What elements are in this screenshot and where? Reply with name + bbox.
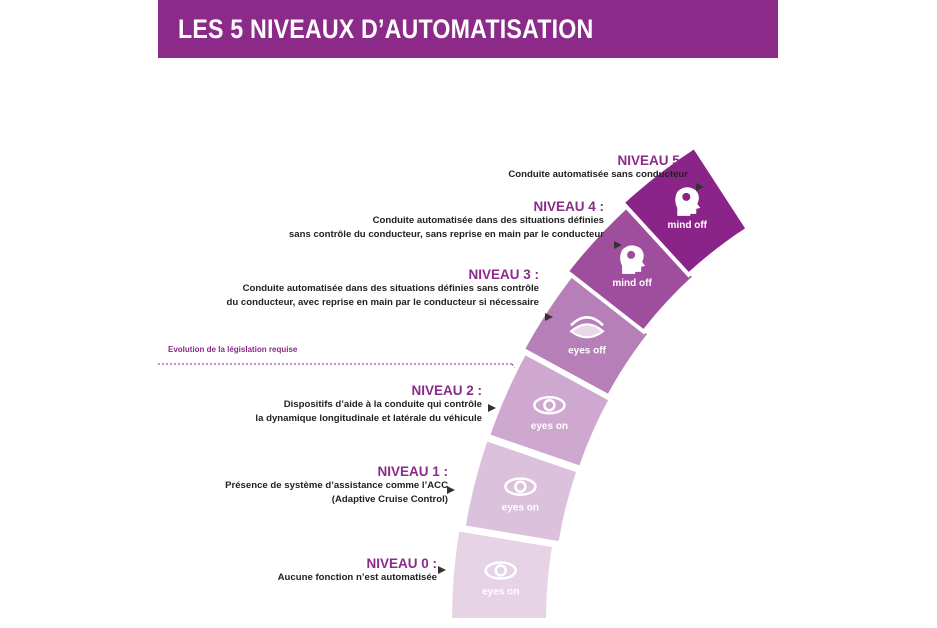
- level-description-line: la dynamique longitudinale et latérale du véhicule: [255, 413, 482, 424]
- level-title: NIVEAU 0 :: [366, 556, 437, 571]
- pointer-arrow-icon: [438, 566, 446, 574]
- level-description-line: Présence de système d’assistance comme l’ACC: [225, 480, 448, 491]
- segment-badge: eyes on: [501, 502, 540, 514]
- level-title: NIVEAU 5 :: [617, 153, 688, 168]
- level-description-line: Conduite automatisée dans des situations définies sans contrôle: [242, 283, 539, 294]
- level-4: [289, 199, 604, 242]
- level-description-line: (Adaptive Cruise Control): [331, 494, 448, 505]
- level-description-line: sans contrôle du conducteur, sans reprise en main par le conducteur: [288, 229, 604, 240]
- segment-badge: eyes on: [530, 421, 569, 433]
- level-2: [255, 383, 482, 426]
- pointer-arrow-icon: [488, 404, 496, 412]
- level-0: [278, 556, 437, 585]
- level-3: [227, 267, 539, 310]
- level-description-line: Conduite automatisée dans des situations définies: [372, 215, 604, 226]
- segment-badge: eyes on: [482, 586, 520, 598]
- legislation-note: Evolution de la législation requise: [168, 345, 298, 354]
- segment-badge: eyes off: [568, 345, 606, 357]
- level-title: NIVEAU 4 :: [533, 199, 604, 214]
- level-description-line: Aucune fonction n’est automatisée: [277, 572, 437, 583]
- level-1: [225, 464, 448, 507]
- segment-badge: mind off: [667, 219, 707, 231]
- segment-badge: mind off: [612, 277, 652, 289]
- level-title: NIVEAU 1 :: [377, 464, 448, 479]
- level-description-line: Conduite automatisée sans conducteur: [508, 169, 688, 180]
- page-title: LES 5 NIVEAUX D’AUTOMATISATION: [178, 13, 594, 44]
- pointer-arrow-icon: [447, 486, 455, 494]
- level-segment-0: [450, 529, 554, 620]
- level-description-line: Dispositifs d’aide à la conduite qui contrôle: [283, 399, 482, 410]
- level-description-line: du conducteur, avec reprise en main par le conducteur si nécessaire: [226, 297, 539, 308]
- level-title: NIVEAU 2 :: [411, 383, 482, 398]
- level-title: NIVEAU 3 :: [468, 267, 539, 282]
- level-5: [508, 153, 688, 182]
